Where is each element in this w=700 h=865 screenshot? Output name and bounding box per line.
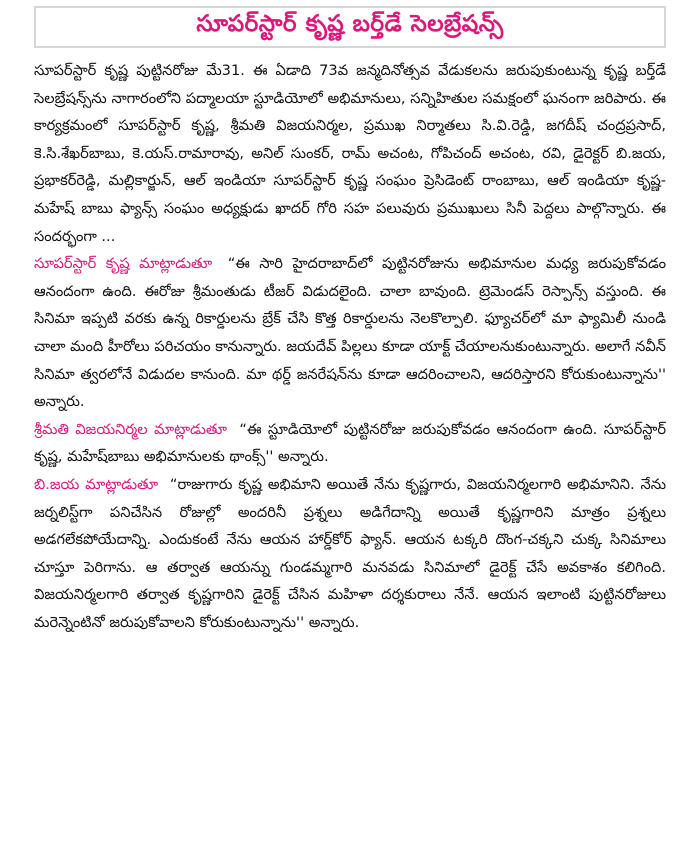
headline: సూపర్‌స్టార్ కృష్ణ బర్త్‌డే సెలబ్రేషన్స్ bbox=[196, 11, 504, 37]
speaker-vijayanirmala: శ్రీమతి విజయనిర్మల మాట్లాడుతూ bbox=[34, 420, 228, 438]
speaker-bjaya: బి.జయ మాట్లాడుతూ bbox=[34, 475, 159, 493]
intro-paragraph: సూపర్‌స్టార్ కృష్ణ పుట్టినరోజు మే31. ఈ ఏడాది 73వ జన్మదినోత్సవ వేడుకలను జరుపుకుంటున్న కృష్ణ బర్త్‌డే సెలబ్రేషన్స్‌ను నాగారంలోని పద్మాలయా స్టూడియోలో అభిమానులు, సన్నిహితుల సమక్షంలో ఘనంగా జరిపారు. ఈ కార్యక్రమంలో సూపర్‌స్టార్ కృష్ణ, శ్రీమతి విజయనిర్మల, ప్రముఖ నిర్మాతలు సి.వి.రెడ్డి, జగదీష్ చంద్రప్రసాద్, కె.సి.శేఖర్‌బాబు, కె.యస్.రామారావు, అనిల్ సుంకర్, రామ్ అచంట, గోపిచంద్ అచంట, రవి, డైరెక్టర్ బి.జయ, ప్రభాకర్‌రెడ్డి, మల్లికార్జున్, ఆల్ ఇండియా సూపర్‌స్టార్ కృష్ణ సంఘం ప్రెసిడెంట్ రాంబాబు, ఆల్ ఇండియా కృష్ణ-మహేష్ బాబు ఫ్యాన్స్ సంఘం అధ్యక్షుడు ఖాదర్ గోరి సహ పలువురు ప్రముఖులు సినీ పెద్దలు పాల్గొన్నారు. ఈ సందర్భంగా ... bbox=[34, 62, 666, 245]
headline-box bbox=[34, 6, 666, 48]
speaker-krishna: సూపర్‌స్టార్ కృష్ణ మాట్లాడుతూ bbox=[34, 255, 213, 273]
article-body bbox=[34, 57, 666, 636]
quote-paragraph-bjaya bbox=[34, 471, 666, 637]
quote-text-krishna: “ఈ సారి హైదరాబాద్‌లో పుట్టినరోజును అభిమానుల మధ్య జరుపుకోవడం ఆనందంగా ఉంది. ఈరోజు శ్రీమంతుడు టీజర్ విడుదలైంది. చాలా బావుంది. ట్రెమెండస్ రెస్పాన్స్ వస్తుంది. ఈ సినిమా ఇప్పటి వరకు ఉన్న రికార్డులను బ్రేక్ చేసి కొత్త రికార్డులను నెలకొల్పాలి. ఫ్యూచర్‌లో మా ఫ్యామిలీ నుండి చాలా మంది హీరోలు పరిచయం కానున్నారు. జయదేవ్ పిల్లలు కూడా యాక్ట్ చేయాలనుకుంటున్నారు. అలాగే నవీన్ సినిమా త్వరలోనే విడుదల కానుంది. మా థర్డ్ జనరేషన్‌ను కూడా ఆదరించాలని, ఆదరిస్తారని కోరుకుంటున్నాను'' అన్నారు. bbox=[34, 255, 666, 411]
quote-text-vijayanirmala: “ఈ స్టూడియోలో పుట్టినరోజు జరుపుకోవడం ఆనందంగా ఉంది. సూపర్‌స్టార్ కృష్ణ, మహేష్‌బాబు అభిమానులకు థాంక్స్'' అన్నారు. bbox=[34, 420, 666, 466]
quote-text-bjaya: “రాజుగారు కృష్ణ అభిమాని అయితే నేను కృష్ణగారు, విజయనిర్మలగారి అభిమానిని. నేను జర్నలిస్ట్‌గా పనిచేసిన రోజుల్లో అందరినీ ప్రశ్నలు అడిగేదాన్ని అయితే కృష్ణగారిని మాత్రం ప్రశ్నలు అడగలేకపోయేదాన్ని. ఎందుకంటే నేను ఆయన హార్డ్‌కోర్ ఫ్యాన్. ఆయన టక్కరి దొంగ-చక్కని చుక్క సినిమాలు చూస్తూ పెరిగాను. ఆ తర్వాత ఆయన్ను గుండమ్మగారి మనవడు సినిమాలో డైరెక్ట్ చేసే అవకాశం కలిగింది. విజయనిర్మలగారి తర్వాత కృష్ణగారిని డైరెక్ట్ చేసిన మహిళా దర్శకురాలు నేనే. ఆయన ఇలాంటి పుట్టినరోజులు మరెన్నెంటినో జరుపుకోవాలని కోరుకుంటున్నాను'' అన్నారు. bbox=[34, 475, 666, 631]
quote-paragraph-vijayanirmala bbox=[34, 416, 666, 471]
quote-paragraph-krishna bbox=[34, 250, 666, 416]
